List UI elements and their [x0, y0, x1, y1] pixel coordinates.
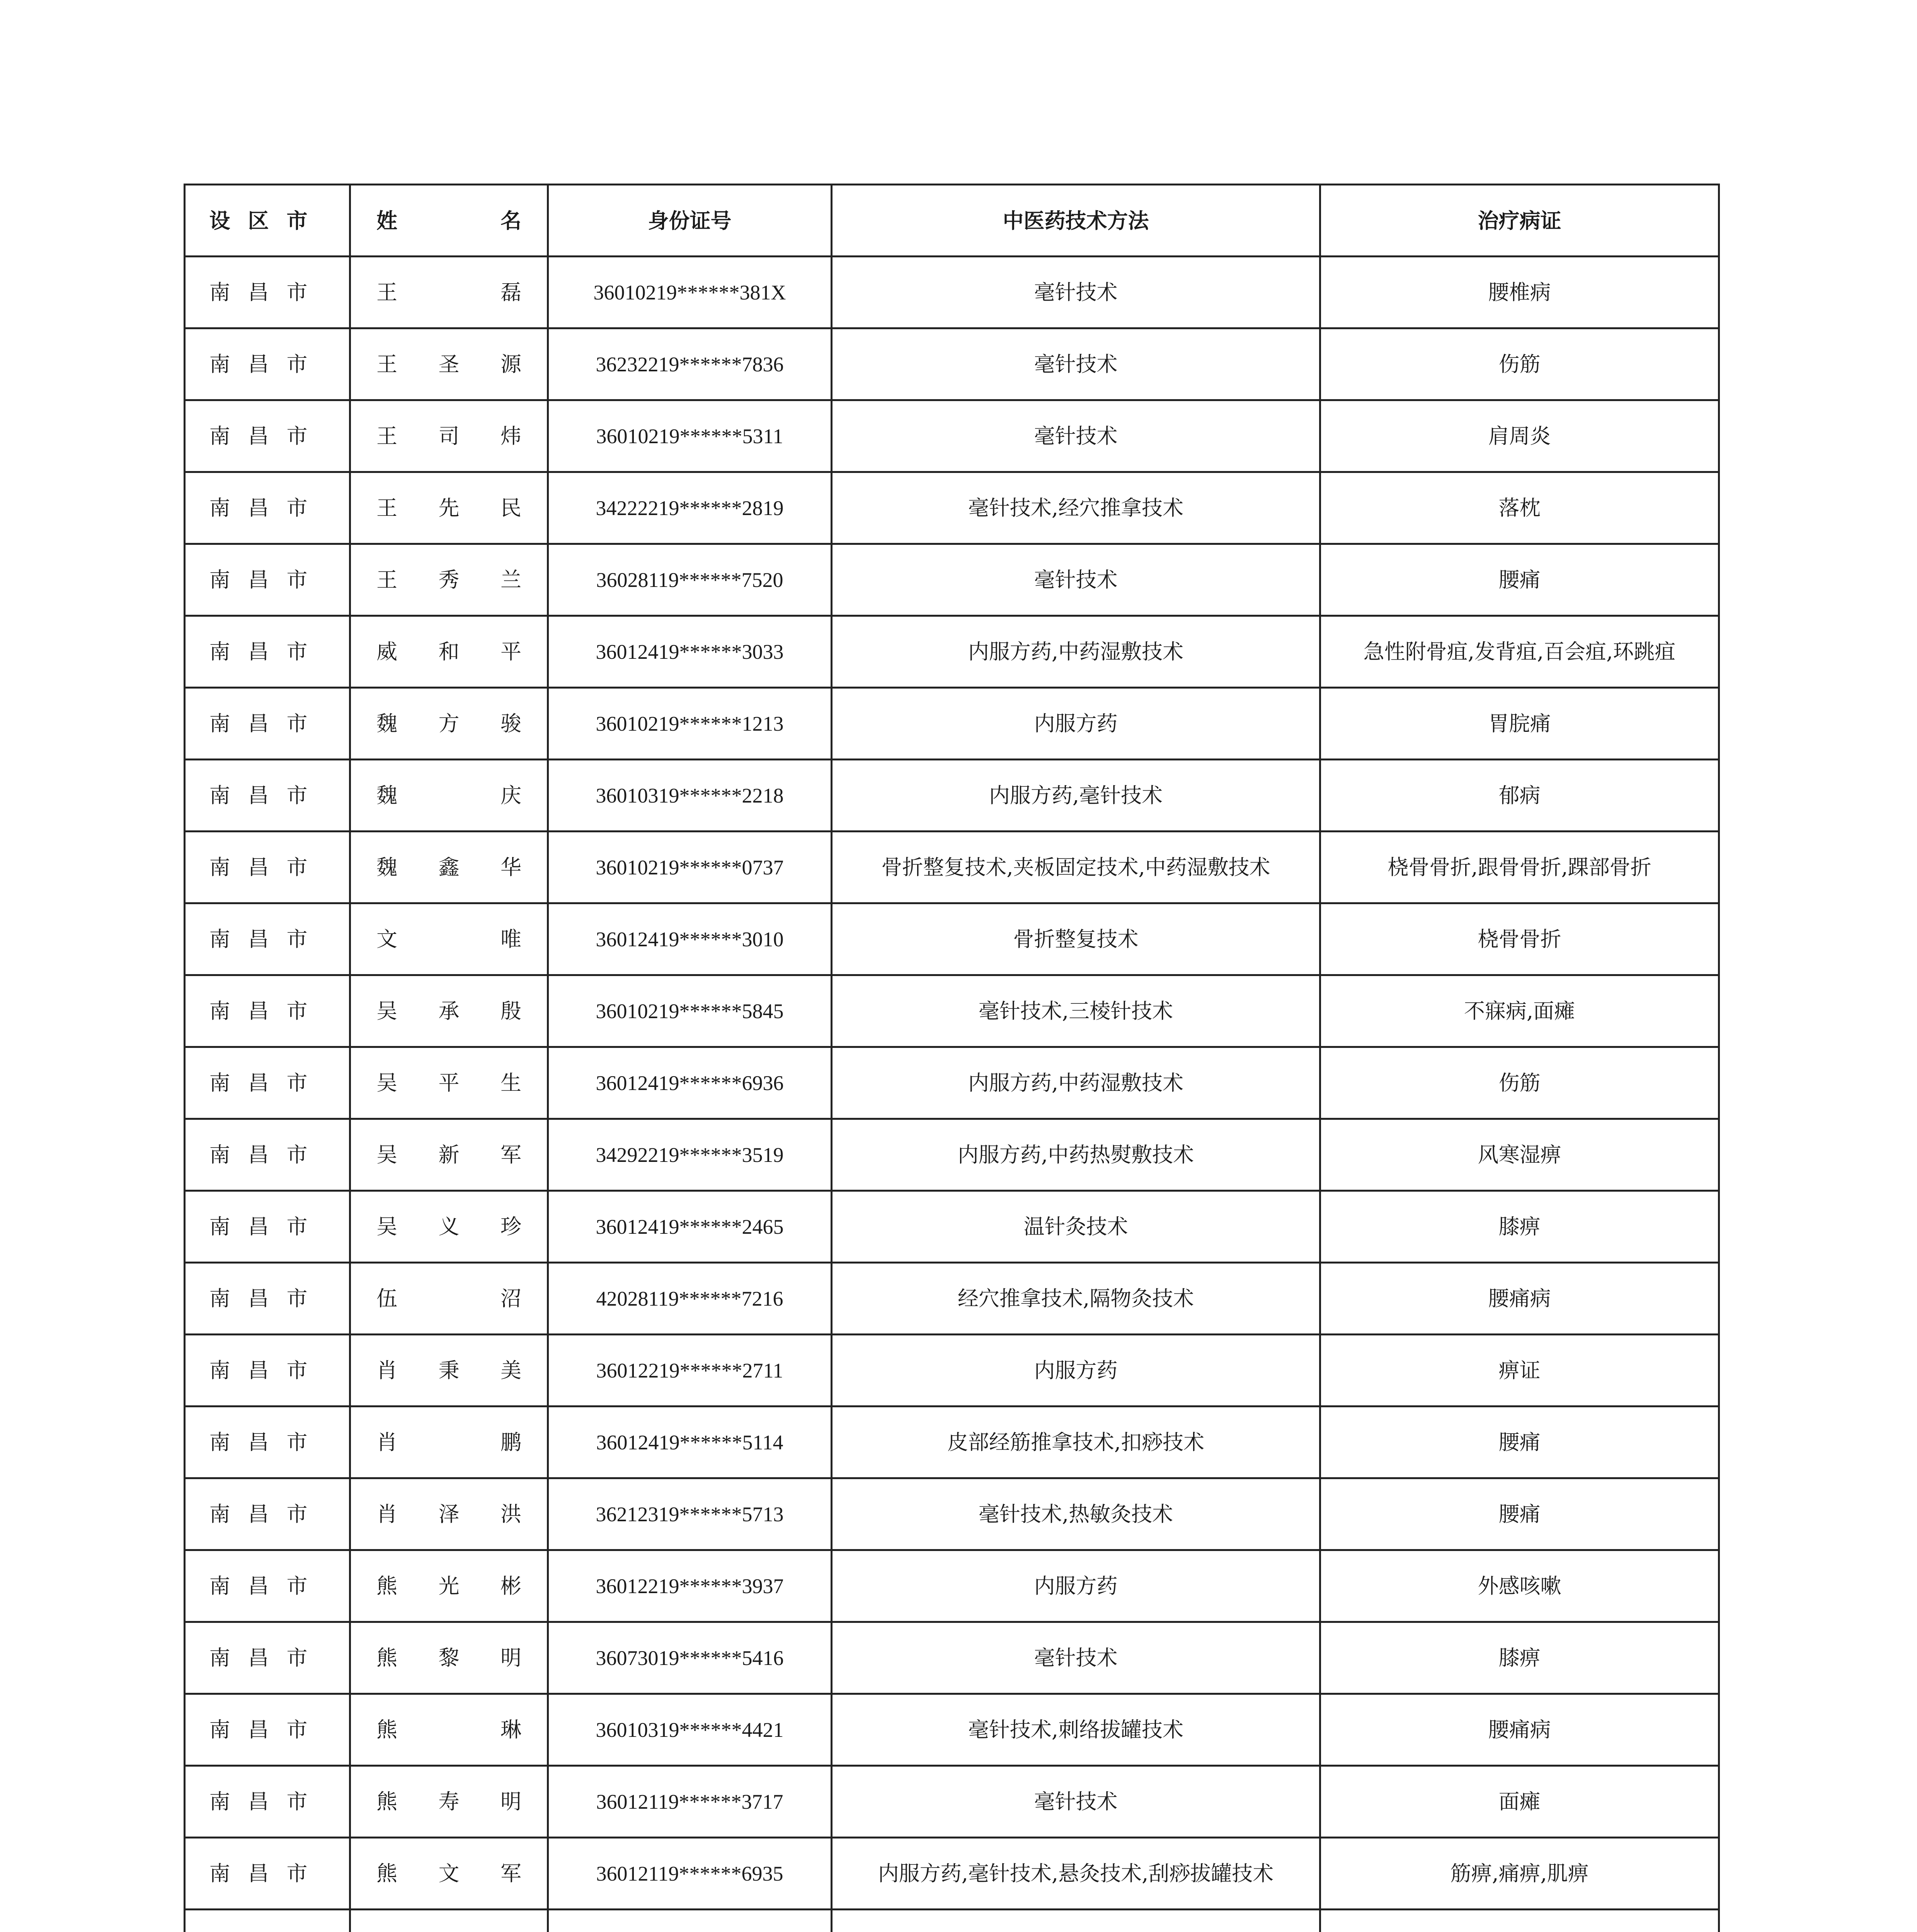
header-condition: 治疗病证: [1320, 185, 1719, 257]
cell-name: [350, 1263, 548, 1335]
cell-condition: 膝痹: [1320, 1622, 1719, 1694]
cell-name: [350, 1550, 548, 1622]
cell-city: 南昌市: [185, 1335, 350, 1406]
table-row: [185, 1622, 1719, 1694]
cell-method: 毫针技术,热敏灸技术: [832, 1478, 1320, 1550]
table-row: [185, 1263, 1719, 1335]
cell-city: 南昌市: [185, 544, 350, 616]
cell-name-text: 吴 新 军: [376, 1142, 521, 1167]
table-row: [185, 760, 1719, 832]
cell-method: 毫针技术,经穴推拿技术: [832, 472, 1320, 544]
cell-name: [350, 257, 548, 328]
cell-condition: 肩周炎: [1320, 400, 1719, 472]
cell-name: [350, 1335, 548, 1406]
cell-id-number: 36012419******3033: [548, 616, 832, 688]
cell-condition: 腰痛病: [1320, 1694, 1719, 1766]
cell-city: 南昌市: [185, 328, 350, 400]
table-row: [185, 903, 1719, 975]
cell-city: 南昌市: [185, 975, 350, 1047]
cell-name: [350, 1766, 548, 1838]
header-id: 身份证号: [548, 185, 832, 257]
cell-condition: 桡骨骨折: [1320, 903, 1719, 975]
cell-name: [350, 472, 548, 544]
cell-name-text: 王 圣 源: [376, 352, 521, 376]
cell-name-text: 伍 沼: [376, 1286, 521, 1311]
cell-city: 南昌市: [185, 1191, 350, 1263]
cell-name: [350, 1406, 548, 1478]
cell-name: [350, 1622, 548, 1694]
cell-name-text: 王 司 炜: [376, 423, 521, 448]
table-row: [185, 616, 1719, 688]
cell-condition: 落枕: [1320, 472, 1719, 544]
cell-name-text: 魏 庆: [376, 783, 521, 808]
cell-condition: [1320, 1910, 1719, 1932]
cell-id-number: 36073019******5416: [548, 1622, 832, 1694]
cell-name-text: 魏 方 骏: [376, 711, 521, 736]
cell-condition: 不寐病,面瘫: [1320, 975, 1719, 1047]
cell-method: 经穴推拿技术,隔物灸技术: [832, 1263, 1320, 1335]
cell-city: 南昌市: [185, 472, 350, 544]
table-row: [185, 1478, 1719, 1550]
cell-city: 南昌市: [185, 1119, 350, 1191]
header-city: 设区市: [185, 185, 350, 257]
cell-city: 南昌市: [185, 1838, 350, 1910]
cell-id-number: 36012419******2465: [548, 1191, 832, 1263]
table-row: [185, 1910, 1719, 1932]
header-name-second-char: 名: [501, 208, 521, 233]
cell-id-number: 36012119******3717: [548, 1766, 832, 1838]
cell-name-text: 王 秀 兰: [376, 567, 521, 592]
cell-condition: 伤筋: [1320, 1047, 1719, 1119]
cell-method: 毫针技术: [832, 257, 1320, 328]
table-row: [185, 1694, 1719, 1766]
cell-condition: 腰痛病: [1320, 1263, 1719, 1335]
table-row: [185, 1406, 1719, 1478]
cell-name-text: 肖 鹏: [376, 1430, 521, 1454]
cell-method: 毫针技术: [832, 544, 1320, 616]
cell-name: [350, 616, 548, 688]
table-row: [185, 1766, 1719, 1838]
cell-condition: 郁病: [1320, 760, 1719, 832]
cell-city: 南昌市: [185, 1406, 350, 1478]
cell-method: 内服方药: [832, 1335, 1320, 1406]
cell-id-number: 36010319******2218: [548, 760, 832, 832]
cell-condition: 腰椎病: [1320, 257, 1719, 328]
table-row: [185, 1191, 1719, 1263]
cell-name-text: 肖 泽 洪: [376, 1502, 521, 1526]
cell-name: [350, 688, 548, 760]
table-row: [185, 400, 1719, 472]
cell-method: 内服方药,毫针技术,悬灸技术,刮痧拔罐技术: [832, 1838, 1320, 1910]
cell-id-number: 36010219******5311: [548, 400, 832, 472]
cell-name: [350, 544, 548, 616]
cell-id-number: 36232219******7836: [548, 328, 832, 400]
cell-name-text: 王 磊: [376, 280, 521, 304]
cell-name-text: 熊 光 彬: [376, 1573, 521, 1598]
table-row: [185, 1335, 1719, 1406]
cell-id-number: 36010319******4421: [548, 1694, 832, 1766]
table-row: [185, 1047, 1719, 1119]
cell-method: 毫针技术: [832, 1766, 1320, 1838]
cell-condition: 腰痛: [1320, 544, 1719, 616]
cell-condition: 外感咳嗽: [1320, 1550, 1719, 1622]
cell-method: 毫针技术,刺络拔罐技术: [832, 1694, 1320, 1766]
cell-id-number: 36010219******381X: [548, 257, 832, 328]
cell-name-text: 吴 承 殷: [376, 998, 521, 1023]
cell-id-number: 36010219******0737: [548, 832, 832, 903]
cell-name: [350, 400, 548, 472]
cell-name: [350, 760, 548, 832]
cell-method: 内服方药,中药湿敷技术: [832, 1047, 1320, 1119]
cell-id-number: 36012219******3937: [548, 1550, 832, 1622]
cell-name: [350, 1694, 548, 1766]
cell-name-text: 王 先 民: [376, 495, 521, 520]
table-row: [185, 688, 1719, 760]
cell-name-text: 肖 秉 美: [376, 1358, 521, 1383]
cell-method: 毫针技术: [832, 400, 1320, 472]
cell-name: [350, 1119, 548, 1191]
cell-id-number: 36028119******7520: [548, 544, 832, 616]
cell-city: 南昌市: [185, 1766, 350, 1838]
cell-condition: 腰痛: [1320, 1478, 1719, 1550]
cell-id-number: 42028119******7216: [548, 1263, 832, 1335]
cell-city: 南昌市: [185, 760, 350, 832]
cell-city: 南昌市: [185, 1263, 350, 1335]
cell-name-text: 熊 琳: [376, 1717, 521, 1742]
cell-name: [350, 1910, 548, 1932]
cell-city: 南昌市: [185, 1694, 350, 1766]
cell-condition: 筋痹,痛痹,肌痹: [1320, 1838, 1719, 1910]
cell-method: 内服方药,毫针技术: [832, 760, 1320, 832]
table-body: [185, 257, 1719, 1932]
cell-name-text: 熊 黎 明: [376, 1645, 521, 1670]
cell-name-text: 吴 义 珍: [376, 1214, 521, 1239]
table-row: [185, 1838, 1719, 1910]
cell-city: 南昌市: [185, 1478, 350, 1550]
cell-name-text: 文 唯: [376, 927, 521, 951]
cell-name: [350, 1838, 548, 1910]
cell-name: [350, 1047, 548, 1119]
cell-city: 南昌市: [185, 616, 350, 688]
cell-id-number: 36012419******3010: [548, 903, 832, 975]
cell-condition: 风寒湿痹: [1320, 1119, 1719, 1191]
cell-id-number: 36012219******2711: [548, 1335, 832, 1406]
cell-id-number: 34292219******3519: [548, 1119, 832, 1191]
cell-condition: 面瘫: [1320, 1766, 1719, 1838]
cell-method: 毫针技术,三棱针技术: [832, 975, 1320, 1047]
cell-method: 内服方药: [832, 1550, 1320, 1622]
cell-method: 毫针技术: [832, 1622, 1320, 1694]
table-row: [185, 975, 1719, 1047]
cell-condition: 伤筋: [1320, 328, 1719, 400]
table-row: [185, 257, 1719, 328]
cell-name-text: 熊 寿 明: [376, 1789, 521, 1814]
cell-method: 皮部经筋推拿技术,扣痧技术: [832, 1406, 1320, 1478]
header-method: 中医药技术方法: [832, 185, 1320, 257]
cell-condition: 膝痹: [1320, 1191, 1719, 1263]
cell-method: 内服方药,中药湿敷技术: [832, 616, 1320, 688]
cell-name: [350, 903, 548, 975]
cell-city: 南昌市: [185, 1622, 350, 1694]
cell-condition: 胃脘痛: [1320, 688, 1719, 760]
cell-city: [185, 1910, 350, 1932]
table-row: [185, 544, 1719, 616]
cell-method: 毫针技术: [832, 328, 1320, 400]
cell-condition: 痹证: [1320, 1335, 1719, 1406]
cell-id-number: 36010219******1213: [548, 688, 832, 760]
cell-id-number: 36010219******5845: [548, 975, 832, 1047]
cell-method: 温针灸技术: [832, 1191, 1320, 1263]
cell-city: 南昌市: [185, 1047, 350, 1119]
cell-id-number: 36012119******6935: [548, 1838, 832, 1910]
cell-condition: 桡骨骨折,跟骨骨折,踝部骨折: [1320, 832, 1719, 903]
cell-city: 南昌市: [185, 1550, 350, 1622]
cell-city: 南昌市: [185, 400, 350, 472]
table-row: [185, 832, 1719, 903]
cell-id-number: 34222219******2819: [548, 472, 832, 544]
table-row: [185, 1119, 1719, 1191]
cell-method: [832, 1910, 1320, 1932]
cell-name: [350, 1191, 548, 1263]
table-row: [185, 1550, 1719, 1622]
cell-id-number: 36012419******5114: [548, 1406, 832, 1478]
cell-city: 南昌市: [185, 903, 350, 975]
cell-city: 南昌市: [185, 832, 350, 903]
cell-id-number: [548, 1910, 832, 1932]
roster-table: [184, 184, 1720, 1932]
cell-name: [350, 975, 548, 1047]
cell-name: [350, 1478, 548, 1550]
cell-city: 南昌市: [185, 688, 350, 760]
cell-name-text: 威 和 平: [376, 639, 521, 664]
cell-name-text: 熊 文 军: [376, 1861, 521, 1886]
cell-condition: 腰痛: [1320, 1406, 1719, 1478]
cell-name: [350, 832, 548, 903]
cell-city: 南昌市: [185, 257, 350, 328]
table-row: [185, 328, 1719, 400]
table-row: [185, 472, 1719, 544]
header-row: [185, 185, 1719, 257]
cell-name: [350, 328, 548, 400]
header-name-first-char: 姓: [376, 208, 397, 233]
cell-name-text: 吴 平 生: [376, 1070, 521, 1095]
cell-method: 内服方药: [832, 688, 1320, 760]
cell-method: 骨折整复技术: [832, 903, 1320, 975]
cell-method: 骨折整复技术,夹板固定技术,中药湿敷技术: [832, 832, 1320, 903]
cell-condition: 急性附骨疽,发背疽,百会疽,环跳疽: [1320, 616, 1719, 688]
cell-method: 内服方药,中药热熨敷技术: [832, 1119, 1320, 1191]
cell-id-number: 36012419******6936: [548, 1047, 832, 1119]
header-name: [350, 185, 548, 257]
cell-name-text: 魏 鑫 华: [376, 855, 521, 879]
cell-id-number: 36212319******5713: [548, 1478, 832, 1550]
